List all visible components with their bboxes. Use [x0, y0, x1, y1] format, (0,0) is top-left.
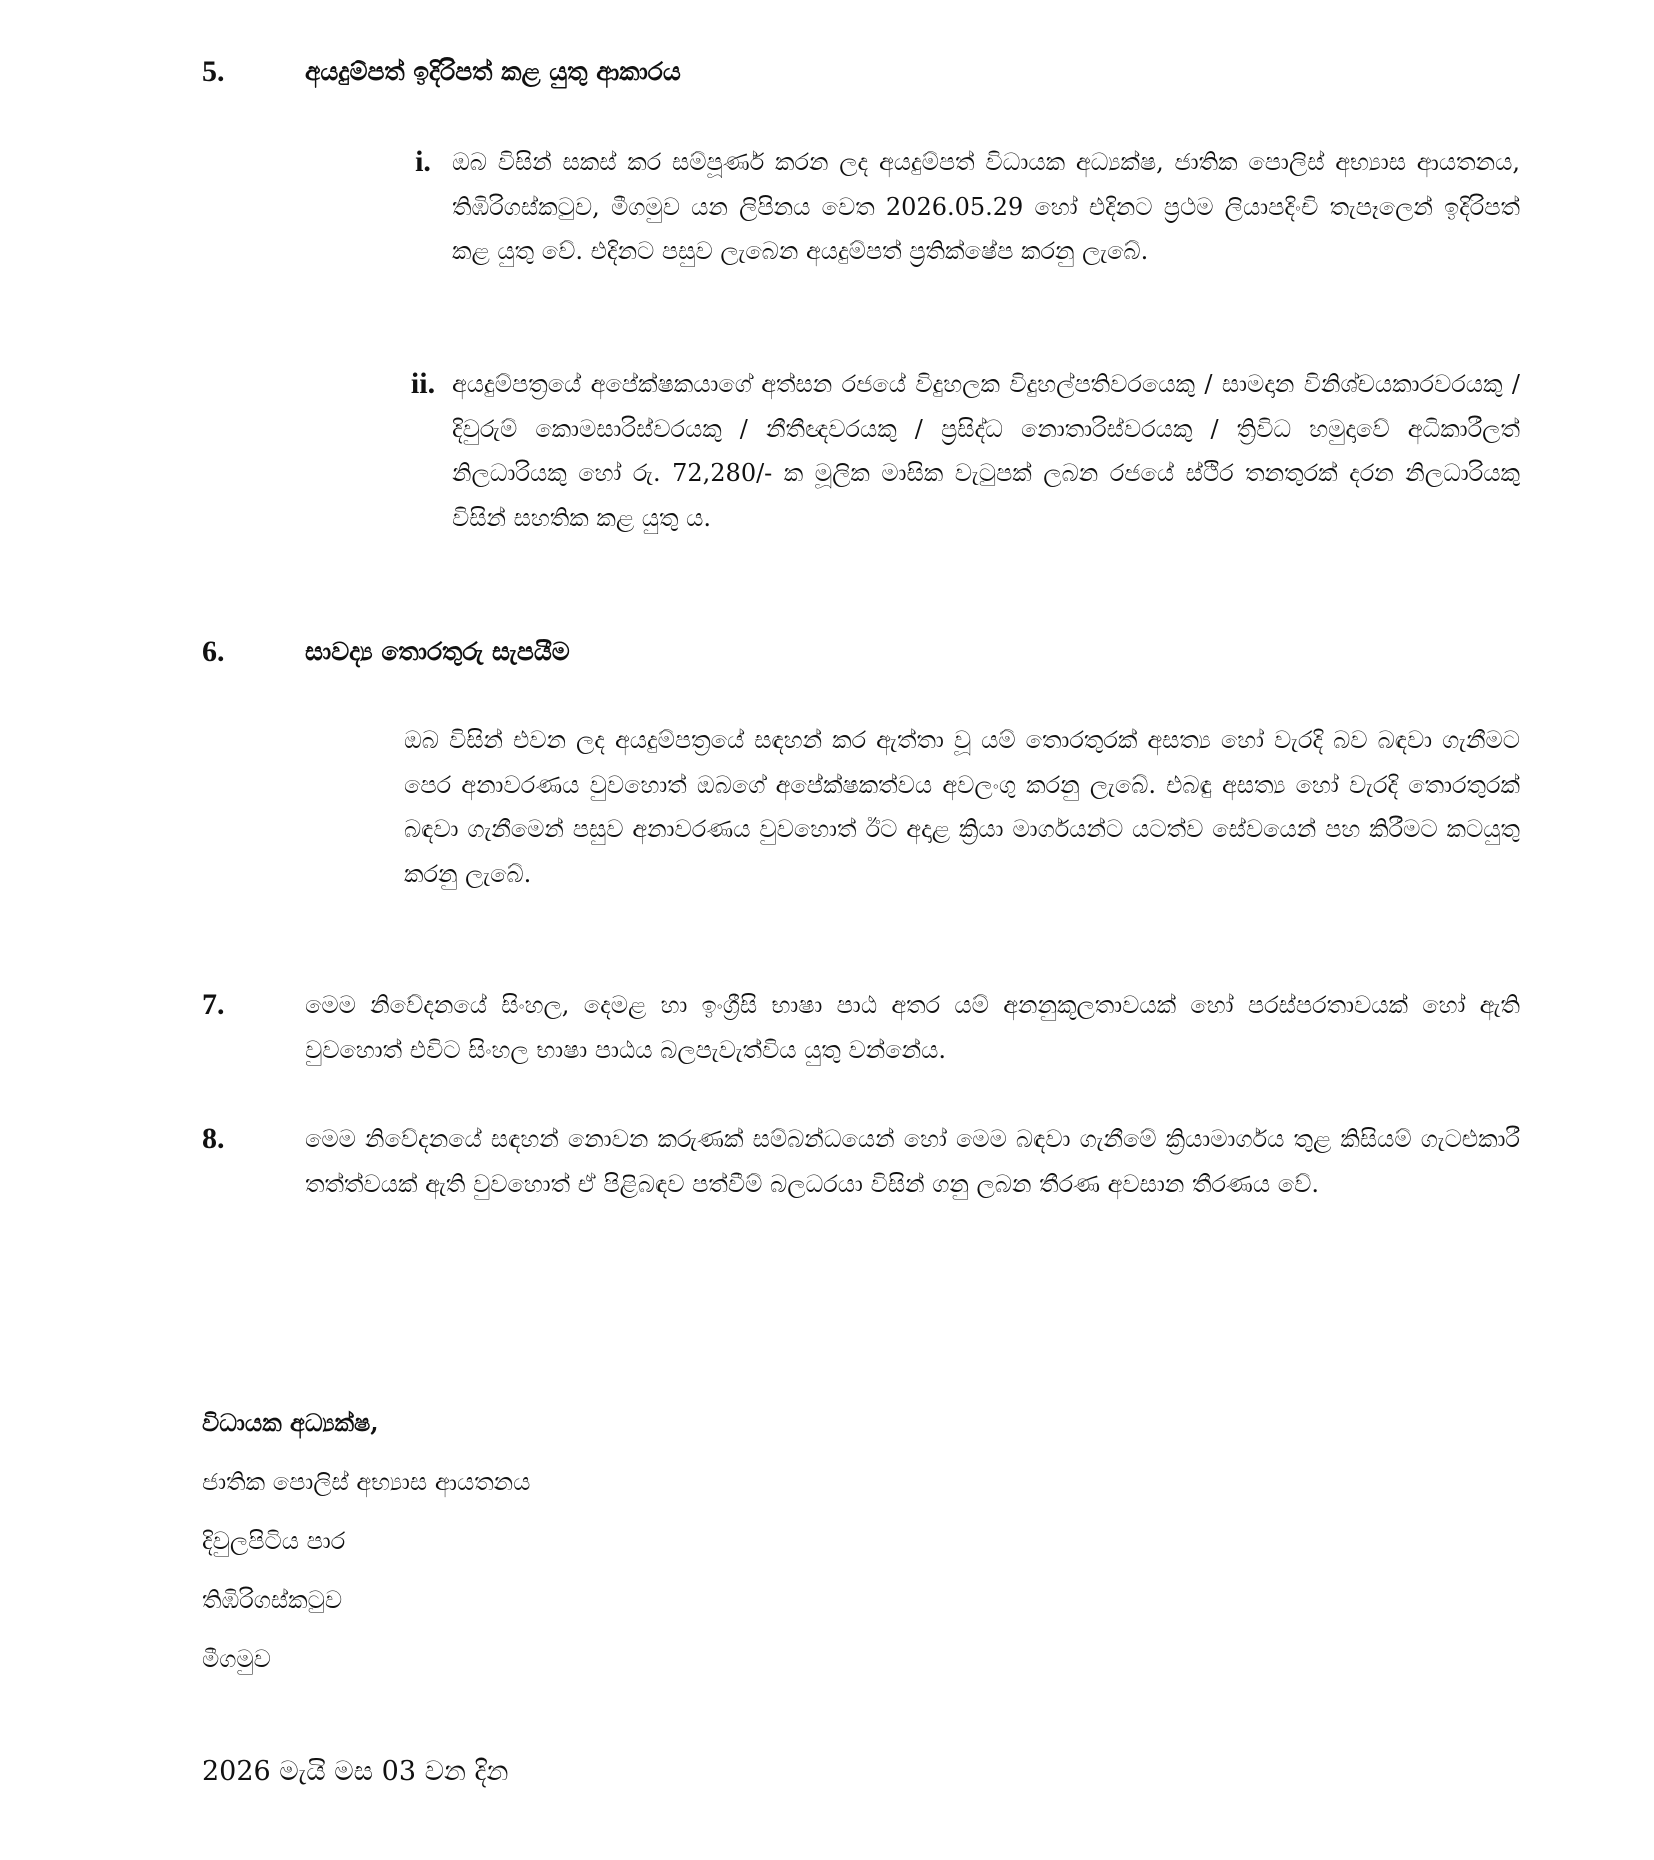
signature-line: ජාතික පොලිස් අභ්‍යාස ආයතනය [202, 1468, 531, 1496]
signature-line: මීගමුව [202, 1645, 271, 1673]
section-heading: සාවද්‍ය තොරතුරු සැපයීම [305, 637, 570, 666]
section-number: 5. [202, 55, 225, 88]
section-number: 8. [202, 1122, 225, 1155]
section-number: 6. [202, 635, 225, 668]
section-heading: අයදුම්පත් ඉදිරිපත් කළ යුතු ආකාරය [305, 57, 681, 86]
item-marker: i. [415, 145, 431, 178]
signature-line: තිඹිරිගස්කටුව [202, 1586, 343, 1614]
section-text: ඔබ විසින් එවන ලද අයදුම්පත්‍රයේ සඳහන් කර ඇත්තා වූ යම් තොරතුරක් අසත්‍ය හෝ වැරදි බව බඳවා ගැනීමට පෙර අනාවරණය වුවහොත් ඔබගේ අපේක්ෂකත්වය අවලංගු කරනු ලැබේ. එබඳු අසත්‍ය හෝ වැරදි තොරතුරක් බඳවා ගැනීමෙන් පසුව අනාවරණය වුවහොත් ඊට අදාළ ක්‍රියා මාර්ගයන්ට යටත්ව සේවයෙන් පහ කිරීමට කටයුතු කරනු ලැබේ. [404, 726, 1520, 888]
item-text: අයදුම්පත්‍රයේ අපේක්ෂකයාගේ අත්සන රජයේ විදුහලක විදුහල්පතිවරයෙකු / සාමදාන විනිශ්චයකාරවරයකු / දිවුරුම් කොමසාරිස්වරයකු / නීතීඥවරයකු / ප්‍රසිද්ධ නොතාරිස්වරයකු / ත්‍රිවිධ හමුදාවේ අධිකාරීලත් නිලධාරියකු හෝ රු. 72,280/- ක මූලික මාසික වැටුපක් ලබන රජයේ ස්ථිර තනතුරක් දරන නිලධාරියකු විසින් සහතික කළ යුතු ය. [452, 370, 1520, 532]
item-text: ඔබ විසින් සකස් කර සම්පූර්ණ කරන ලද අයදුම්පත් විධායක අධ්‍යක්ෂ, ජාතික පොලිස් අභ්‍යාස ආයතනය, තිඹිරිගස්කටුව, මීගමුව යන ලිපිනය වෙත 2026.05.29 හෝ එදිනට ප්‍රථම ලියාපදිංචි තැපෑලෙන් ඉදිරිපත් කළ යුතු වේ. එදිනට පසුව ලැබෙන අයදුම්පත් ප්‍රතික්ෂේප කරනු ලැබේ. [452, 148, 1520, 265]
signature-line: දිවුලපිටිය පාර [202, 1527, 346, 1555]
item-marker: ii. [410, 367, 436, 400]
document-date: 2026 මැයි මස 03 වන දින [202, 1756, 509, 1787]
section-text: මෙම නිවේදනයේ සඳහන් නොවන කරුණක් සම්බන්ධයෙන් හෝ මෙම බඳවා ගැනීමේ ක්‍රියාමාර්ගය තුළ කිසියම් ගැටළුකාරී තත්ත්වයක් ඇති වුවහොත් ඒ පිළිබඳව පත්වීම් බලධරයා විසින් ගනු ලබන තීරණ අවසාන තීරණය වේ. [305, 1125, 1520, 1198]
section-text: මෙම නිවේදනයේ සිංහල, දෙමළ හා ඉංග්‍රීසි භාෂා පාඨ අතර යම් අනනුකූලතාවයක් හෝ පරස්පරතාවයක් හෝ ඇති වුවහොත් එවිට සිංහල භාෂා පාඨය බලපැවැත්විය යුතු වන්නේය. [305, 991, 1520, 1064]
signature-title: විධායක අධ්‍යක්ෂ, [202, 1408, 379, 1437]
section-number: 7. [202, 988, 225, 1021]
